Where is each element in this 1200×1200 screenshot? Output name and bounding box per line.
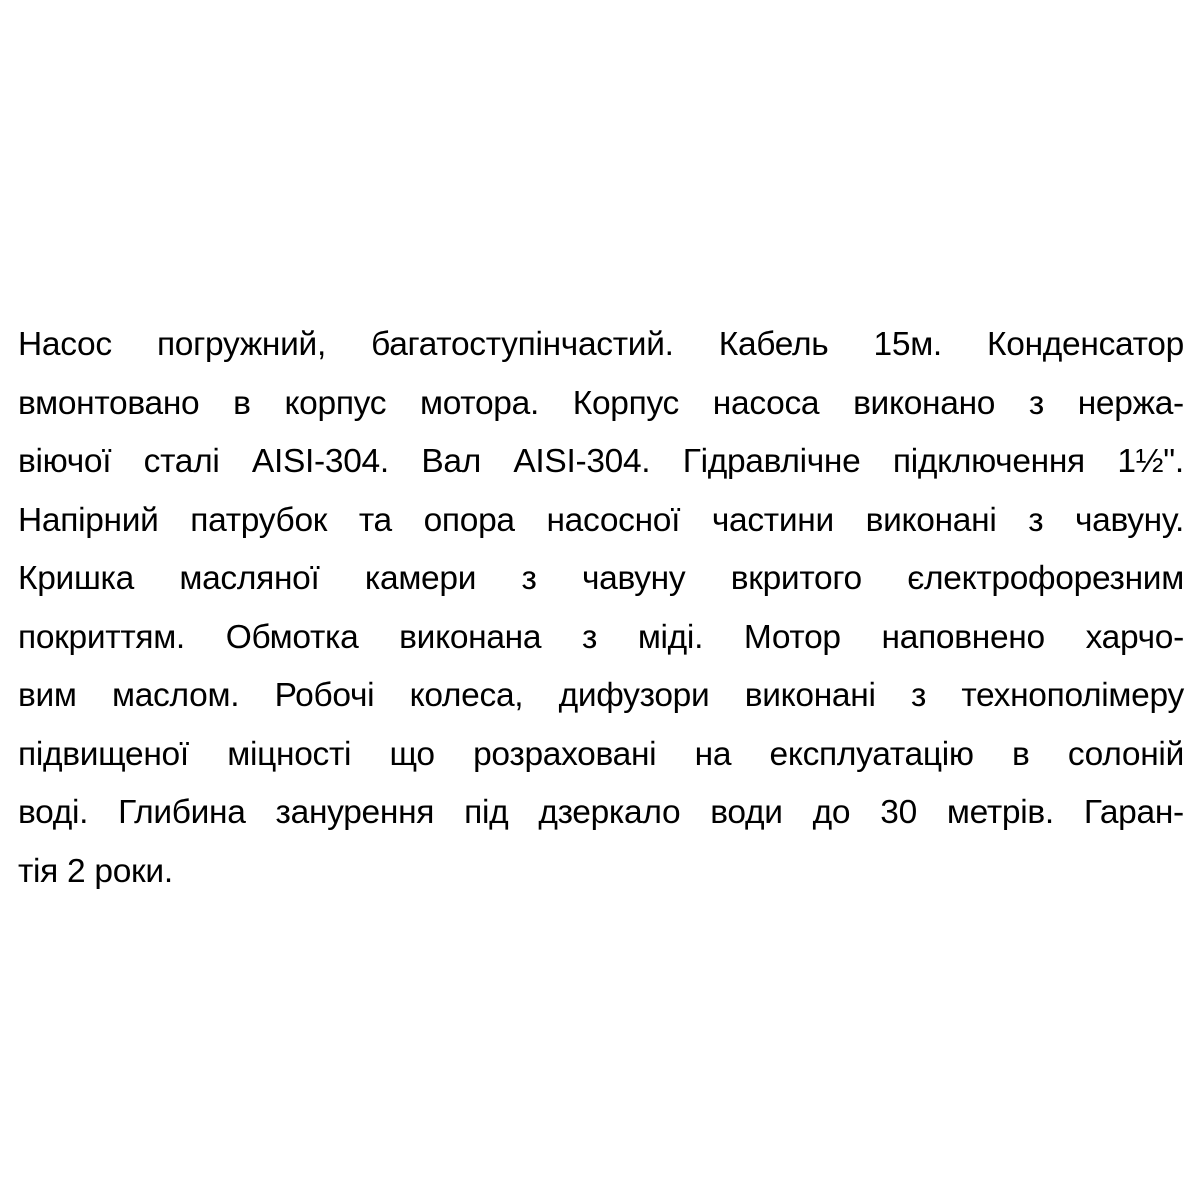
text-line <box>18 843 1184 902</box>
text-line <box>18 492 1184 551</box>
product-description <box>18 316 1184 901</box>
word: чавуну <box>581 560 686 597</box>
word: міді. <box>637 618 704 656</box>
word: Гаран- <box>1083 794 1184 831</box>
word: підвищеної <box>18 735 189 773</box>
text-line <box>18 316 1184 375</box>
word: Кришка <box>18 560 134 597</box>
word: виконана <box>399 618 542 656</box>
word: вкритого <box>730 560 862 597</box>
word: Насос <box>18 326 112 363</box>
word: Вал <box>421 443 481 480</box>
word: з <box>521 560 537 597</box>
word: корпус <box>284 384 387 422</box>
text-line <box>18 784 1184 843</box>
word: камери <box>364 560 477 597</box>
word: воді. <box>18 794 89 831</box>
text-line <box>18 375 1184 434</box>
word: опора <box>423 501 515 539</box>
text-line <box>18 726 1184 785</box>
word: під <box>464 794 509 831</box>
word: та <box>358 501 392 539</box>
word: в <box>1012 735 1030 773</box>
word: єлектрофорезним <box>907 560 1184 597</box>
word: з <box>910 677 927 714</box>
word: підключення <box>892 443 1085 480</box>
word: з <box>1028 384 1044 422</box>
word: чавуну. <box>1074 501 1184 539</box>
word: виконані <box>744 677 876 714</box>
word: води <box>710 794 783 831</box>
word: Напірний <box>18 501 159 539</box>
word: Глибина <box>118 794 246 831</box>
word: Робочі <box>274 677 375 714</box>
word: патрубок <box>190 501 328 539</box>
word: що <box>389 735 435 773</box>
word: мотора. <box>419 384 539 422</box>
word: технополімеру <box>961 677 1184 714</box>
word: погружний, <box>156 326 326 363</box>
word: Кабель <box>718 326 829 363</box>
word: на <box>694 735 732 773</box>
word: Гідравлічне <box>682 443 861 480</box>
word: багатоступінчастий. <box>371 326 674 363</box>
word: роки. <box>94 852 173 890</box>
word: дзеркало <box>538 794 681 831</box>
word: з <box>1028 501 1044 539</box>
word: метрів. <box>946 794 1054 831</box>
word: нержа- <box>1077 384 1184 422</box>
text-line <box>18 667 1184 726</box>
word: тія <box>18 852 68 890</box>
word: Корпус <box>572 384 680 422</box>
word: колеса, <box>409 677 524 714</box>
text-line <box>18 550 1184 609</box>
word: виконані <box>865 501 997 539</box>
word: частини <box>711 501 834 539</box>
word: насосної <box>546 501 681 539</box>
word: дифузори <box>558 677 710 714</box>
text-line <box>18 433 1184 492</box>
word: міцності <box>227 735 352 773</box>
word: експлуатацію <box>769 735 974 773</box>
word: Мотор <box>743 618 841 656</box>
word: 1½". <box>1117 443 1184 480</box>
word: Конденсатор <box>987 326 1184 363</box>
word: AISI-304. <box>251 443 389 480</box>
word: покриттям. <box>18 618 185 656</box>
word: вмонтовано <box>18 384 200 422</box>
word: 30 <box>880 794 917 831</box>
word: 15м. <box>873 326 942 363</box>
word: сталі <box>143 443 220 480</box>
word: солоній <box>1067 735 1184 773</box>
word: харчо- <box>1085 618 1184 656</box>
word: наповнено <box>881 618 1045 656</box>
word: насоса <box>712 384 820 422</box>
word: вим <box>18 677 77 714</box>
word: Обмотка <box>225 618 359 656</box>
word: виконано <box>853 384 996 422</box>
word: віючої <box>18 443 112 480</box>
word: AISI-304. <box>513 443 651 480</box>
word: до <box>812 794 851 831</box>
word: занурення <box>275 794 435 831</box>
word: масляної <box>179 560 320 597</box>
word: 2 <box>67 852 95 890</box>
word: з <box>581 618 598 656</box>
word: розраховані <box>473 735 657 773</box>
word: маслом. <box>112 677 240 714</box>
text-line <box>18 609 1184 668</box>
word: в <box>233 384 251 422</box>
